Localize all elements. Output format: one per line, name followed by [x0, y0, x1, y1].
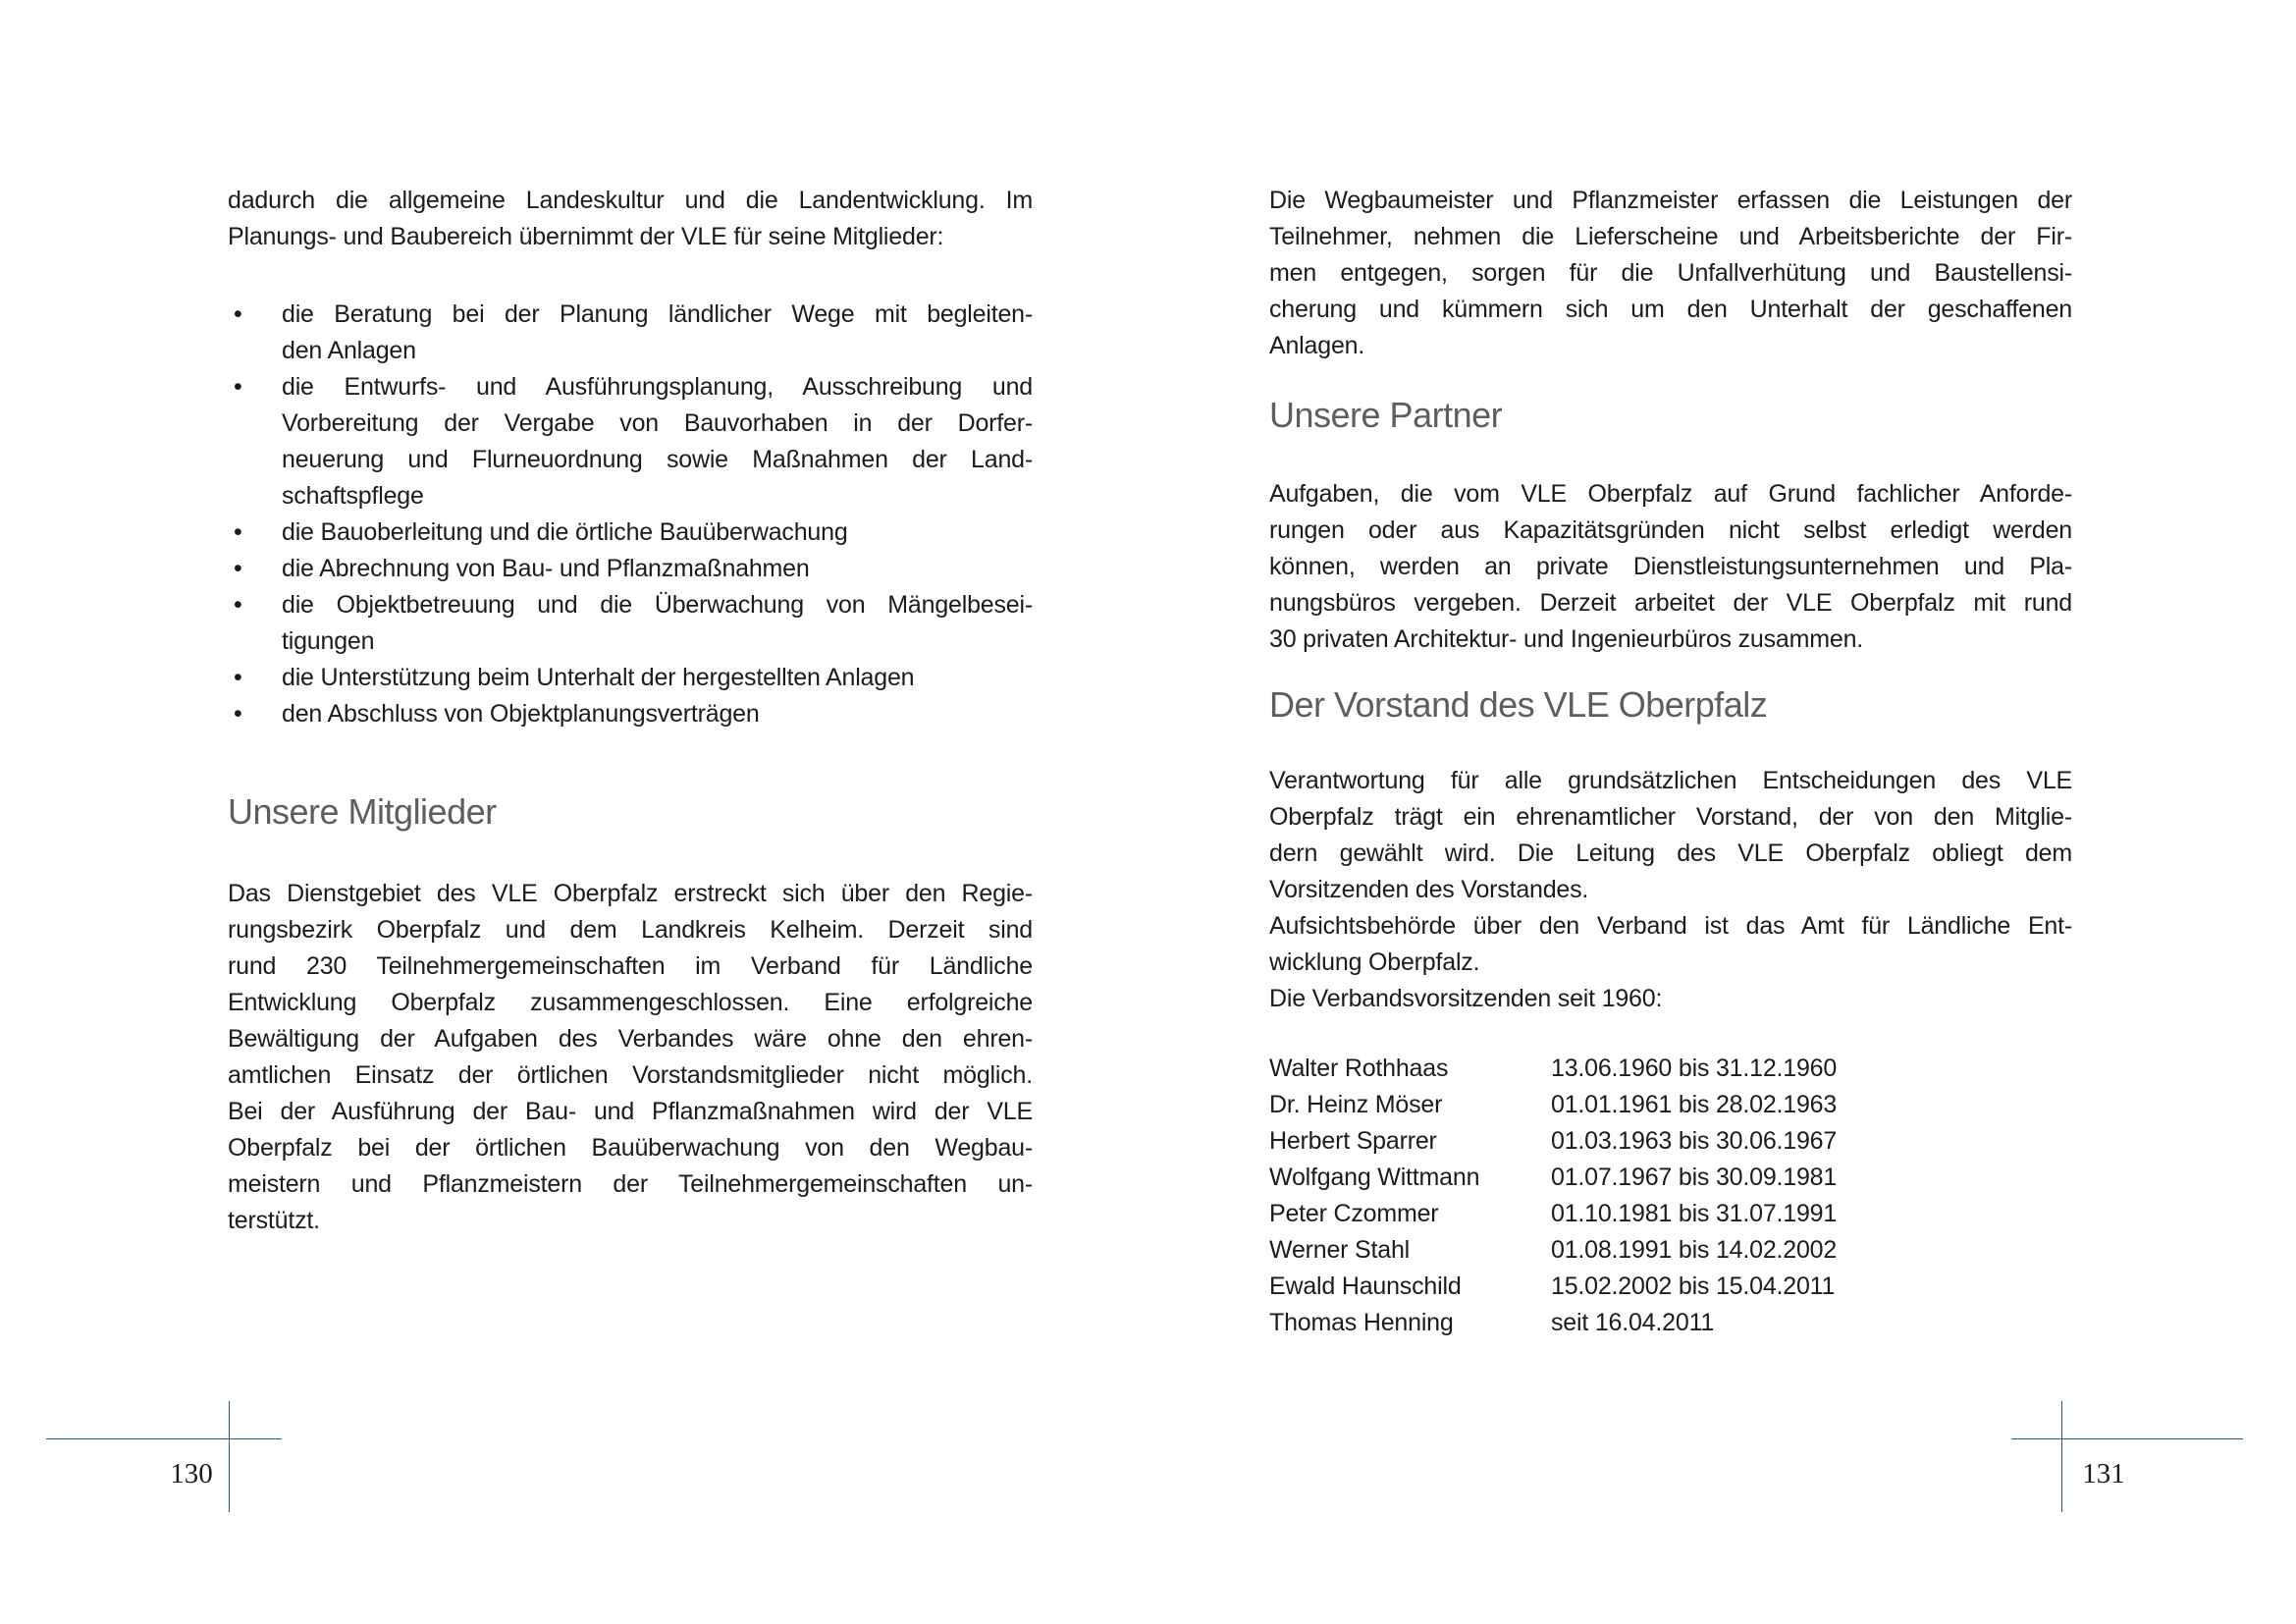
text-line: dern gewählt wird. Die Leitung des VLE Oberpfalz obliegt dem	[1269, 839, 2072, 867]
right-page-text-column	[1269, 183, 2072, 1341]
chairman-row	[1269, 1160, 2072, 1196]
chairman-term: 13.06.1960 bis 31.12.1960	[1551, 1055, 1838, 1082]
chairman-term: 01.03.1963 bis 30.06.1967	[1551, 1127, 1838, 1155]
chairman-name: Dr. Heinz Möser	[1269, 1091, 1443, 1118]
text-line: neuerung und Flurneuordnung sowie Maßnahmen der Land-	[282, 446, 1033, 473]
text-line: die Objektbetreuung und die Überwachung von Mängelbesei-	[282, 591, 1033, 619]
chairman-row	[1269, 1196, 2072, 1232]
text-line: die Unterstützung beim Unterhalt der hergestellten Anlagen	[282, 664, 915, 691]
text-line: den Anlagen	[282, 337, 416, 364]
text-line: die Beratung bei der Planung ländlicher Wege mit begleiten-	[282, 300, 1033, 328]
chairman-name: Thomas Henning	[1269, 1309, 1454, 1336]
text-line: men entgegen, sorgen für die Unfallverhütung und Baustellensi-	[1269, 259, 2072, 287]
chairman-term: seit 16.04.2011	[1551, 1309, 1715, 1336]
bullet-dot-icon: •	[234, 373, 242, 401]
text-line: 30 privaten Architektur- und Ingenieurbüros zusammen.	[1269, 625, 1864, 653]
bullet-item	[228, 587, 1033, 660]
text-line: die Abrechnung von Bau- und Pflanzmaßnahmen	[282, 555, 810, 582]
bullet-dot-icon: •	[234, 664, 242, 691]
text-line: wicklung Oberpfalz.	[1269, 948, 1480, 976]
text-line: Vorbereitung der Vergabe von Bauvorhaben in der Dorfer-	[282, 409, 1033, 437]
text-line: Teilnehmer, nehmen die Lieferscheine und Arbeitsberichte der Fir-	[1269, 223, 2072, 250]
text-line: Planungs- und Baubereich übernimmt der VLE für seine Mitglieder:	[228, 223, 944, 250]
text-line: Aufgaben, die vom VLE Oberpfalz auf Grund fachlicher Anforde-	[1269, 480, 2072, 508]
text-line: terstützt.	[228, 1207, 320, 1234]
bullet-item	[228, 369, 1033, 514]
chairman-row	[1269, 1087, 2072, 1123]
text-line: meistern und Pflanzmeistern der Teilnehmergemeinschaften un-	[228, 1170, 1033, 1198]
text-line: rund 230 Teilnehmergemeinschaften im Verband für Ländliche	[228, 952, 1033, 980]
chairman-name: Werner Stahl	[1269, 1236, 1411, 1264]
text-line: Entwicklung Oberpfalz zusammengeschlossen. Eine erfolgreiche	[228, 989, 1033, 1016]
text-line: Bewältigung der Aufgaben des Verbandes wäre ohne den ehren-	[228, 1025, 1033, 1053]
intro-paragraph	[228, 183, 1033, 255]
partner-heading: Unsere Partner	[1269, 395, 1503, 435]
text-line: Oberpfalz bei der örtlichen Bauüberwachung von den Wegbau-	[228, 1134, 1033, 1162]
chairman-name: Peter Czommer	[1269, 1200, 1439, 1227]
bullet-item	[228, 514, 1033, 551]
text-line: amtlichen Einsatz der örtlichen Vorstandsmitglieder nicht möglich.	[228, 1061, 1033, 1089]
crop-mark-right-horizontal	[2011, 1438, 2243, 1439]
chairman-row	[1269, 1232, 2072, 1269]
page-number-left: 130	[170, 1458, 213, 1489]
bullet-item	[228, 297, 1033, 369]
text-line: Die Verbandsvorsitzenden seit 1960:	[1269, 985, 1663, 1012]
chairman-term: 01.10.1981 bis 31.07.1991	[1551, 1200, 1838, 1227]
chairman-term: 01.08.1991 bis 14.02.2002	[1551, 1236, 1838, 1264]
text-line: tigungen	[282, 627, 375, 655]
chairman-name: Herbert Sparrer	[1269, 1127, 1437, 1155]
chairman-name: Ewald Haunschild	[1269, 1272, 1462, 1300]
crop-mark-left-vertical	[229, 1401, 230, 1512]
chairman-term: 15.02.2002 bis 15.04.2011	[1551, 1272, 1836, 1300]
text-line: Das Dienstgebiet des VLE Oberpfalz erstreckt sich über den Regie-	[228, 880, 1033, 907]
text-line: rungen oder aus Kapazitätsgründen nicht selbst erledigt werden	[1269, 516, 2072, 544]
chairman-row	[1269, 1269, 2072, 1305]
vorstand-paragraphs	[1269, 763, 2072, 1017]
text-line: den Abschluss von Objektplanungsverträgen	[282, 700, 760, 728]
chairman-row	[1269, 1051, 2072, 1087]
chairman-row	[1269, 1305, 2072, 1341]
bullet-item	[228, 551, 1033, 587]
text-line: die Entwurfs- und Ausführungsplanung, Ausschreibung und	[282, 373, 1033, 401]
bullet-dot-icon: •	[234, 555, 242, 582]
text-line: dadurch die allgemeine Landeskultur und die Landentwicklung. Im	[228, 187, 1033, 214]
crop-mark-left-horizontal	[46, 1438, 282, 1439]
bullet-dot-icon: •	[234, 700, 242, 728]
page-number-right: 131	[2082, 1458, 2125, 1489]
text-line: Oberpfalz trägt ein ehrenamtlicher Vorstand, der von den Mitglie-	[1269, 803, 2072, 831]
partner-paragraph	[1269, 476, 2072, 658]
chairman-term: 01.07.1967 bis 30.09.1981	[1551, 1164, 1838, 1191]
text-line: können, werden an private Dienstleistungsunternehmen und Pla-	[1269, 553, 2072, 580]
text-line: rungsbezirk Oberpfalz und dem Landkreis Kelheim. Derzeit sind	[228, 916, 1033, 944]
bullet-dot-icon: •	[234, 591, 242, 619]
chairman-row	[1269, 1123, 2072, 1160]
text-line: die Bauoberleitung und die örtliche Bauüberwachung	[282, 518, 848, 546]
bullet-item	[228, 660, 1033, 696]
text-line: Anlagen.	[1269, 332, 1365, 359]
members-heading: Unsere Mitglieder	[228, 791, 497, 832]
text-line: Verantwortung für alle grundsätzlichen Entscheidungen des VLE	[1269, 767, 2072, 794]
text-line: cherung und kümmern sich um den Unterhalt der geschaffenen	[1269, 296, 2072, 323]
crop-mark-right-vertical	[2061, 1401, 2062, 1512]
members-paragraph	[228, 876, 1033, 1239]
chairman-name: Wolfgang Wittmann	[1269, 1164, 1480, 1191]
bullet-dot-icon: •	[234, 518, 242, 546]
text-line: Die Wegbaumeister und Pflanzmeister erfassen die Leistungen der	[1269, 187, 2072, 214]
text-line: Vorsitzenden des Vorstandes.	[1269, 876, 1589, 903]
text-line: Aufsichtsbehörde über den Verband ist das Amt für Ländliche Ent-	[1269, 912, 2072, 940]
left-page-text-column	[228, 183, 1033, 1239]
chairman-name: Walter Rothhaas	[1269, 1055, 1449, 1082]
chairman-term: 01.01.1961 bis 28.02.1963	[1551, 1091, 1838, 1118]
wegbaumeister-paragraph	[1269, 183, 2072, 364]
text-line: Bei der Ausführung der Bau- und Pflanzmaßnahmen wird der VLE	[228, 1098, 1033, 1125]
bullet-dot-icon: •	[234, 300, 242, 328]
bullet-item	[228, 696, 1033, 732]
text-line: schaftspflege	[282, 482, 424, 510]
vorstand-heading: Der Vorstand des VLE Oberpfalz	[1269, 684, 1768, 725]
text-line: nungsbüros vergeben. Derzeit arbeitet der VLE Oberpfalz mit rund	[1269, 589, 2072, 617]
chairmen-list	[1269, 1051, 2072, 1341]
services-bullet-list	[228, 297, 1033, 732]
